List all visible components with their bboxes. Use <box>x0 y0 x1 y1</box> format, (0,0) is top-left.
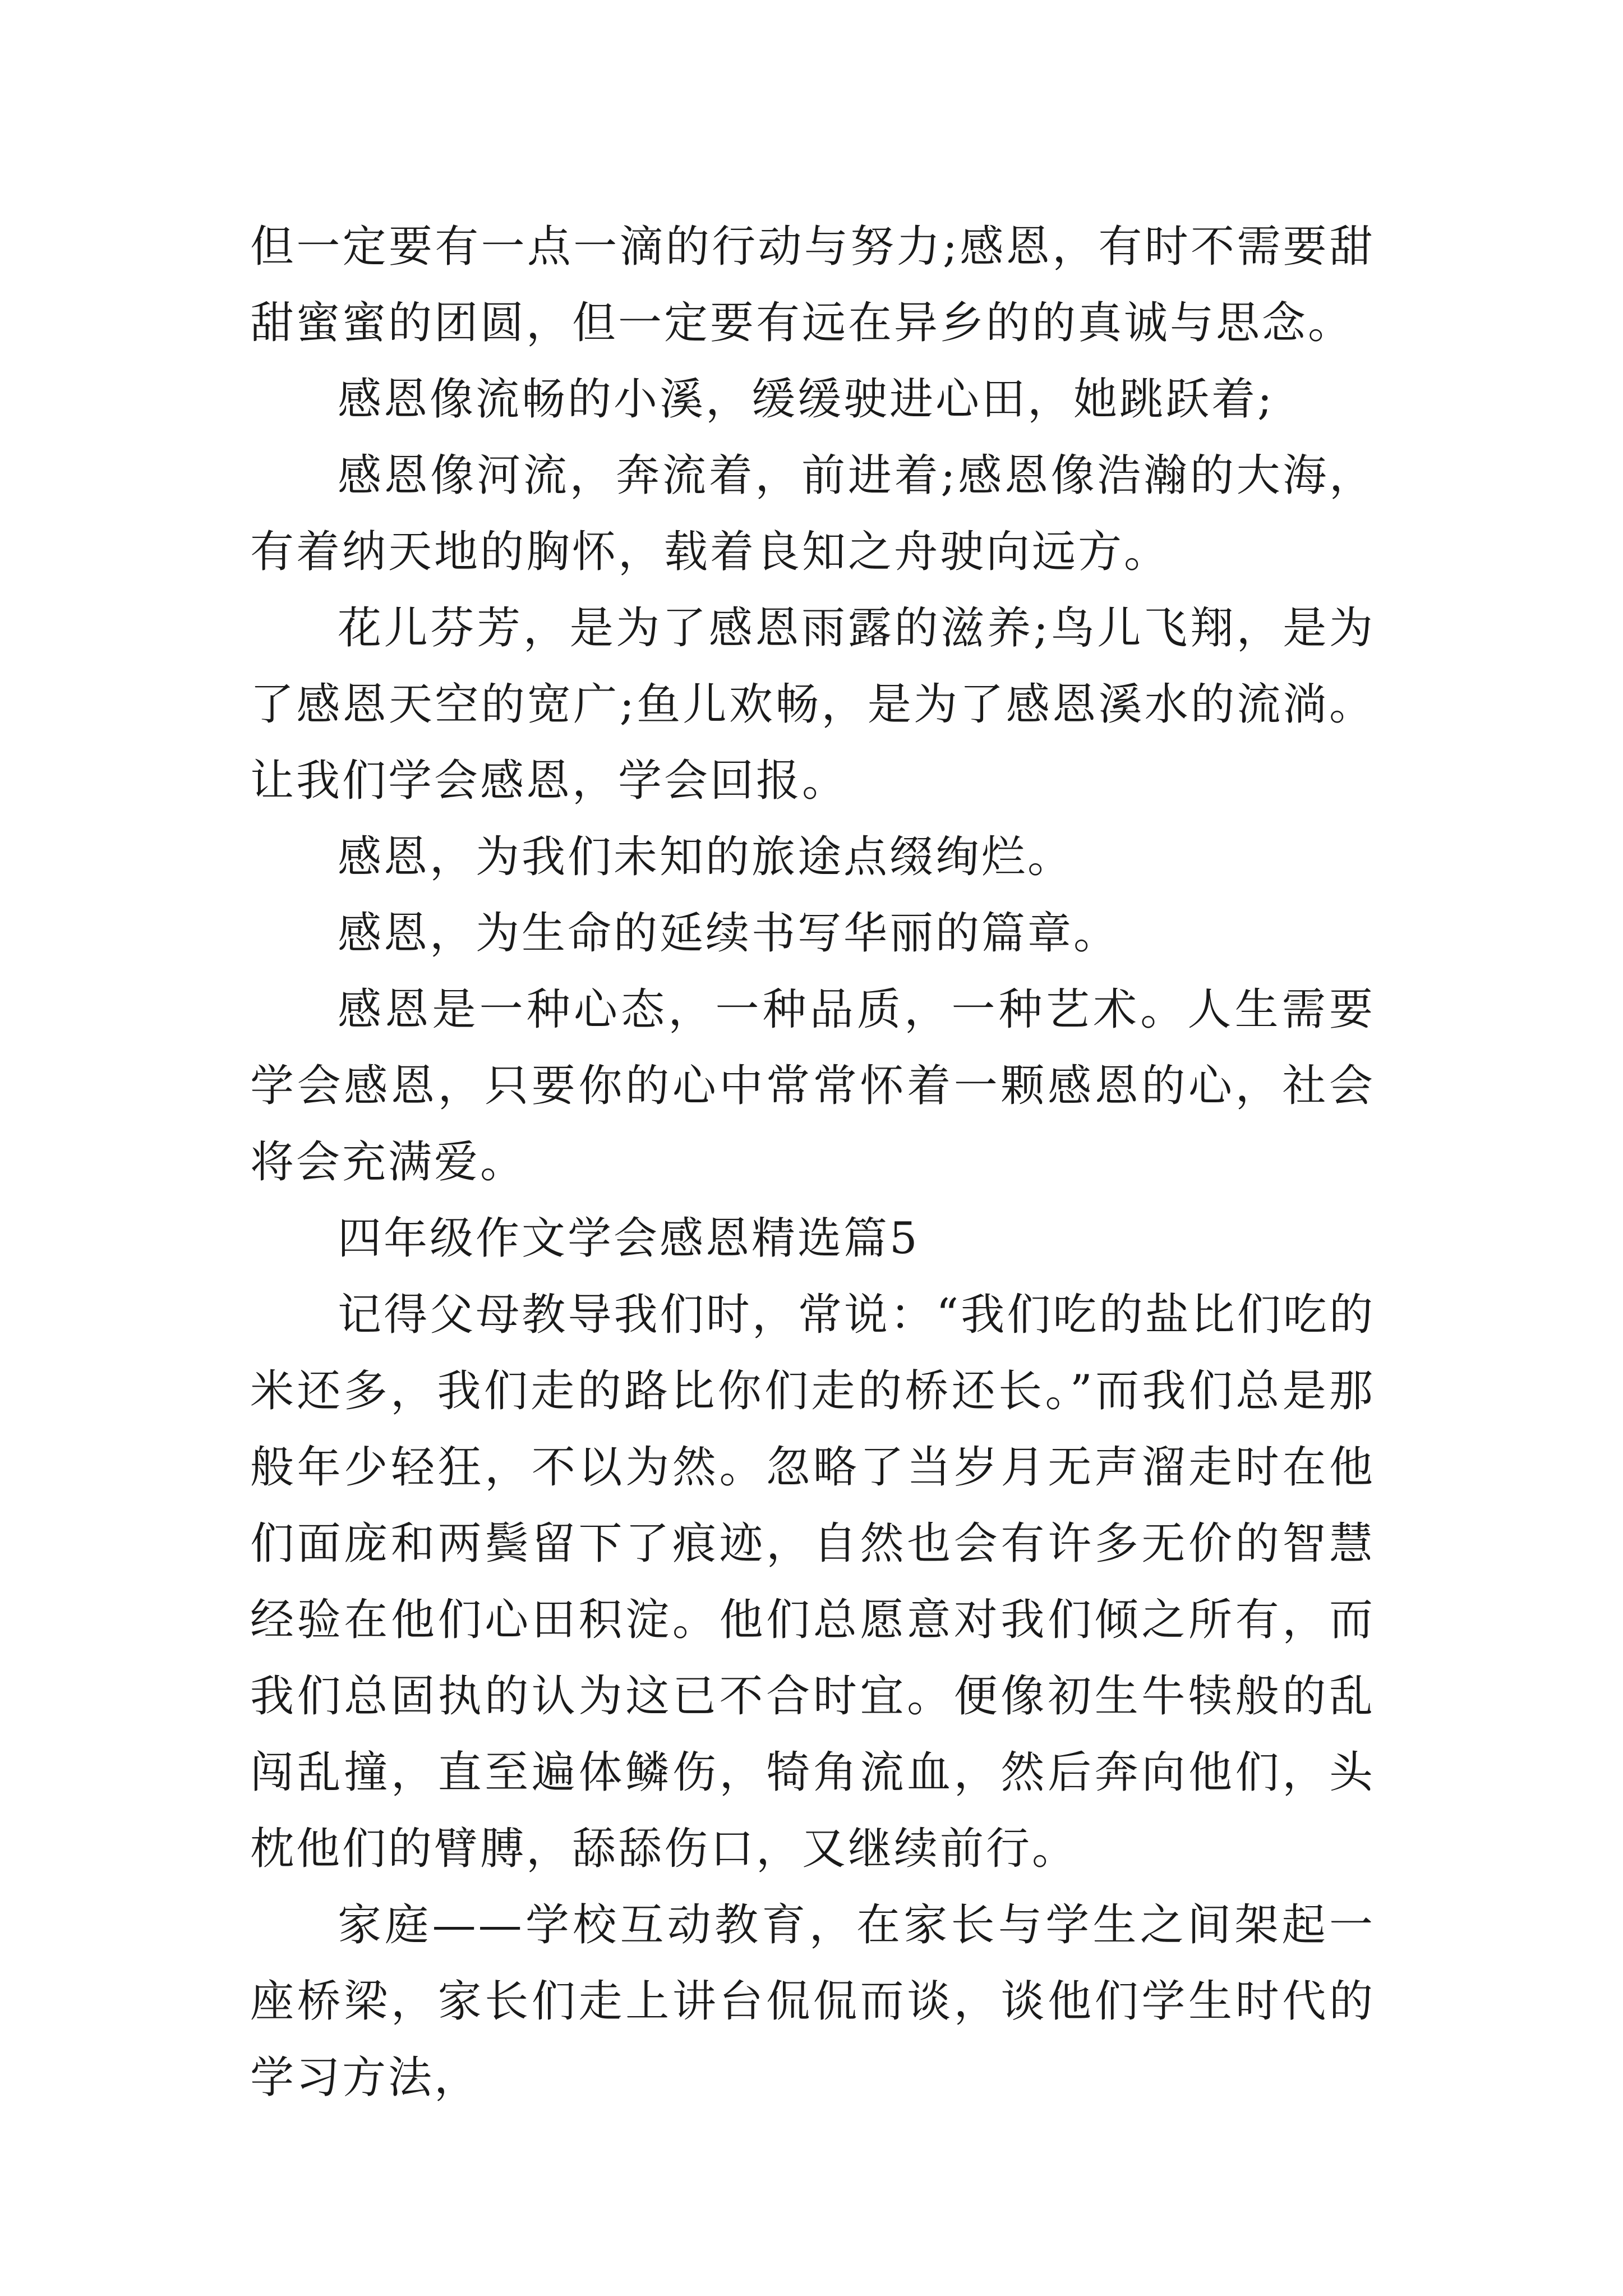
document-body <box>250 209 1375 2116</box>
paragraph-2: 感恩像流畅的小溪，缓缓驶进心田，她跳跃着; <box>338 374 1275 425</box>
paragraph-5: 感恩，为我们未知的旅途点缀绚烂。 <box>338 832 1074 882</box>
paragraph-7: 感恩是一种心态，一种品质，一种艺术。人生需要学会感恩，只要你的心中常常怀着一颗感恩的心，社会将会充满爱。 <box>250 984 1375 1188</box>
paragraph-4: 花儿芬芳，是为了感恩雨露的滋养;鸟儿飞翔，是为了感恩天空的宽广;鱼儿欢畅，是为了感恩溪水的流淌。让我们学会感恩，学会回报。 <box>250 603 1375 806</box>
section-heading: 四年级作文学会感恩精选篇5 <box>338 1213 920 1264</box>
paragraph-1: 但一定要有一点一滴的行动与努力;感恩，有时不需要甜甜蜜蜜的团圆，但一定要有远在异乡的的真诚与思念。 <box>250 222 1375 348</box>
paragraph-8: 记得父母教导我们时，常说：“我们吃的盐比们吃的米还多，我们走的路比你们走的桥还长。”而我们总是那般年少轻狂，不以为然。忽略了当岁月无声溜走时在他们面庞和两鬓留下了痕迹，自然也会有许多无价的智慧经验在他们心田积淀。他们总愿意对我们倾之所有，而我们总固执的认为这已不合时宜。便像初生牛犊般的乱闯乱撞，直至遍体鳞伤，犄角流血，然后奔向他们，头枕他们的臂膊，舔舔伤口，又继续前行。 <box>250 1290 1375 1874</box>
paragraph-3: 感恩像河流，奔流着，前进着;感恩像浩瀚的大海，有着纳天地的胸怀，载着良知之舟驶向远方。 <box>250 450 1375 577</box>
paragraph-6: 感恩，为生命的延续书写华丽的篇章。 <box>338 908 1120 959</box>
paragraph-9: 家庭——学校互动教育，在家长与学生之间架起一座桥梁，家长们走上讲台侃侃而谈，谈他们学生时代的学习方法， <box>250 1900 1375 2103</box>
